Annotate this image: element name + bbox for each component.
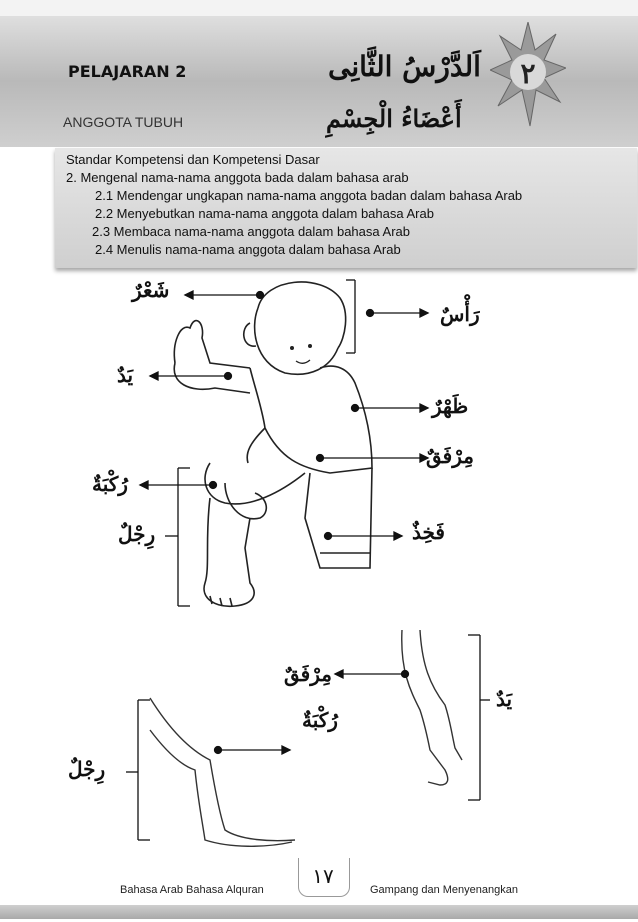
footer-left-text: Bahasa Arab Bahasa Alquran — [120, 884, 264, 896]
header-top-strip — [0, 0, 638, 16]
lesson-subtitle: ANGGOTA TUBUH — [63, 114, 184, 130]
competency-heading: Standar Kompetensi dan Kompetensi Dasar — [66, 152, 320, 167]
boy-body-parts-illustration — [0, 268, 638, 618]
label-elbow-bottom: مِرْفَقٌ — [284, 662, 332, 686]
label-head: رَأْسٌ — [440, 302, 480, 326]
label-leg-bottom: رِجْلٌ — [68, 757, 106, 781]
label-knee-bottom: رُكْبَةٌ — [302, 708, 338, 732]
label-knee: رُكْبَةٌ — [92, 472, 128, 496]
footer-right-text: Gampang dan Menyenangkan — [370, 884, 518, 896]
label-thigh: فَخِذٌ — [412, 520, 445, 544]
label-hair: شَعْرٌ — [132, 278, 170, 302]
arabic-lesson-subtitle: أَعْضَاءُ الْجِسْمِ — [326, 104, 462, 133]
competency-point: 2. Mengenal nama-nama anggota bada dalam bahasa arab — [66, 170, 409, 185]
arabic-lesson-title: اَلدَّرْسُ الثَّانِى — [328, 50, 481, 83]
label-hand-bottom: يَدٌ — [496, 687, 513, 711]
competency-item: 2.3 Membaca nama-nama anggota dalam bahasa Arab — [92, 224, 410, 239]
competency-item: 2.2 Menyebutkan nama-nama anggota dalam bahasa Arab — [95, 206, 434, 221]
lesson-label: PELAJARAN 2 — [68, 62, 187, 81]
label-leg: رِجْلٌ — [118, 522, 156, 546]
label-elbow: مِرْفَقٌ — [426, 444, 474, 468]
label-back: ظَهْرٌ — [432, 394, 469, 418]
competency-item: 2.1 Mendengar ungkapan nama-nama anggota badan dalam bahasa Arab — [95, 188, 523, 203]
hair-drawing — [258, 282, 346, 348]
footer-band — [0, 905, 638, 919]
page-number: ١٧ — [312, 864, 334, 888]
lesson-number: ٢ — [520, 57, 536, 90]
competency-item: 2.4 Menulis nama-nama anggota dalam bahasa Arab — [95, 242, 401, 257]
label-hand: يَدٌ — [117, 363, 134, 387]
